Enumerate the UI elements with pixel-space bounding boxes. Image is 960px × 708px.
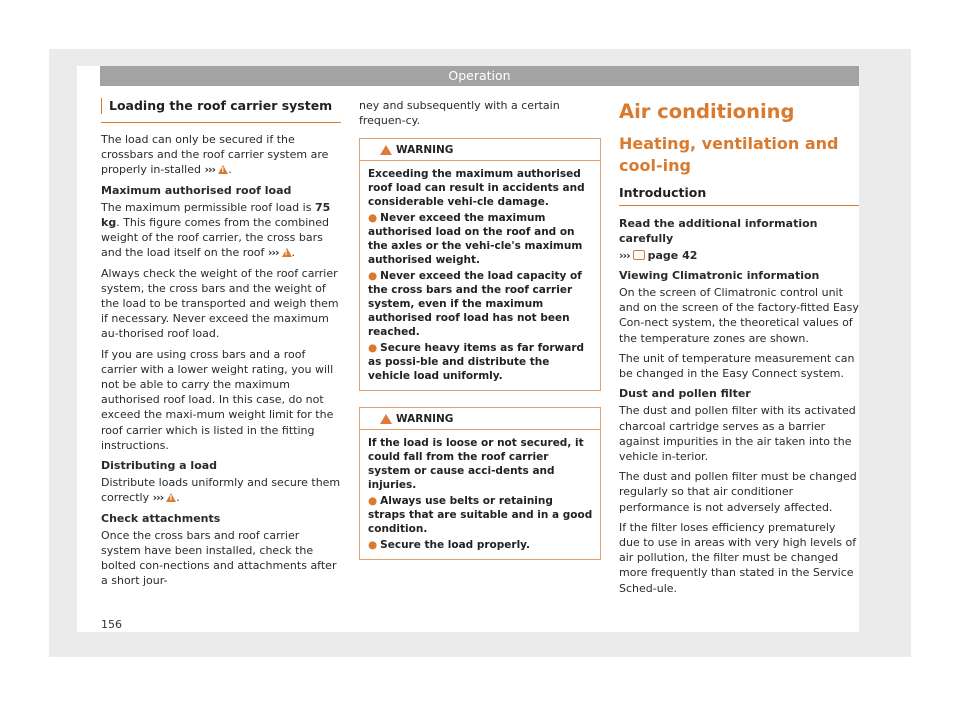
subheading: Maximum authorised roof load	[101, 183, 292, 197]
warning-icon	[282, 248, 292, 257]
read-more: Read the additional information carefully	[619, 217, 818, 246]
warning-item: ● Secure heavy items as far forward as possi-ble and distribute the vehicle load uniformly.	[368, 342, 585, 383]
page-number: 156	[101, 618, 122, 631]
paragraph: The load can only be secured if the crossbars and the roof carrier system are properly in-stalled ›››! .	[101, 132, 341, 178]
warning-box	[359, 138, 601, 391]
paragraph: On the screen of Climatronic control unit and on the screen of the factory-fitted Easy Con-nect system, the theoretical values of the temperature zones are shown.	[619, 286, 859, 345]
paragraph: If the filter loses efficiency prematurely due to use in areas with very high levels of air pollution, the filter must be changed more frequently than stated in the Service Sched-ule.	[619, 520, 857, 595]
paragraph: Always check the weight of the roof carrier system, the cross bars and the weight of the load to be transported and weigh them if necessary. Never exceed the maximum au-thorised roof load.	[101, 266, 339, 341]
warning-intro: If the load is loose or not secured, it could fall from the roof carrier system or cause acci-dents and injuries.	[368, 437, 584, 492]
warning-box	[359, 407, 601, 560]
column-1	[101, 98, 341, 594]
paragraph: ney and subsequently with a certain frequen-cy.	[359, 99, 560, 128]
subheading: Viewing Climatronic information	[619, 268, 820, 282]
warning-item: ● Never exceed the maximum authorised load on the roof and on the axles or the vehi-cle's maximum authorised weight.	[368, 212, 583, 267]
section-title-wrap	[101, 98, 341, 123]
warning-icon	[380, 414, 392, 424]
warning-intro: Exceeding the maximum authorised roof load can result in accidents and considerable vehi-cle damage.	[368, 168, 585, 209]
reference-arrow[interactable]: ›››	[152, 491, 164, 505]
warning-header: WARNING	[360, 139, 600, 161]
column-2	[359, 98, 601, 560]
reference-arrow[interactable]: ›››	[267, 246, 279, 260]
section-title: Introduction	[619, 185, 859, 206]
section-title: Loading the roof carrier system	[101, 98, 341, 114]
paragraph: If you are using cross bars and a roof carrier with a lower weight rating, you will not be able to carry the maximum authorised roof load. In this case, do not exceed the maxi-mum weight limit for the roof carrier which is listed in the fitting instructions.	[101, 347, 334, 452]
page-reference-link[interactable]: ››› page 42	[619, 248, 698, 262]
column-3	[619, 98, 859, 601]
paragraph: The maximum permissible roof load is 75 kg. This figure comes from the combined weight of the roof carrier, the cross bars and the load itself on the roof ›››! .	[101, 200, 341, 261]
subheading: Distributing a load	[101, 459, 218, 473]
paragraph: The dust and pollen filter must be changed regularly so that air conditioner performance is not adversely affected.	[619, 470, 857, 514]
warning-icon	[166, 493, 176, 502]
warning-body	[360, 430, 600, 559]
warning-item: ● Secure the load properly.	[368, 539, 531, 552]
warning-icon	[380, 145, 392, 155]
chapter-title: Air conditioning	[619, 100, 795, 123]
paragraph: The unit of temperature measurement can be changed in the Easy Connect system.	[619, 351, 855, 381]
subheading: Dust and pollen filter	[619, 387, 751, 401]
chapter-subtitle: Heating, ventilation and cool-ing	[619, 134, 839, 175]
warning-header: WARNING	[360, 408, 600, 430]
paragraph: Distribute loads uniformly and secure them correctly ›››! .	[101, 475, 341, 505]
warning-icon	[218, 165, 228, 174]
section-header: Operation	[100, 66, 859, 86]
warning-item: ● Always use belts or retaining straps that are suitable and in a good condition.	[368, 495, 593, 536]
book-icon	[633, 250, 645, 260]
warning-item: ● Never exceed the load capacity of the cross bars and the roof carrier system, even if the maximum authorised roof load has not been reached.	[368, 270, 582, 339]
paragraph: The dust and pollen filter with its activated charcoal cartridge serves as a barrier against impurities in the air taken into the vehicle in-terior.	[619, 404, 856, 464]
warning-body	[360, 161, 600, 390]
paragraph: Once the cross bars and roof carrier system have been installed, check the bolted con-nections and attachments after a short jour-	[101, 528, 337, 588]
reference-arrow[interactable]: ›››	[204, 163, 216, 177]
subheading: Check attachments	[101, 511, 221, 525]
